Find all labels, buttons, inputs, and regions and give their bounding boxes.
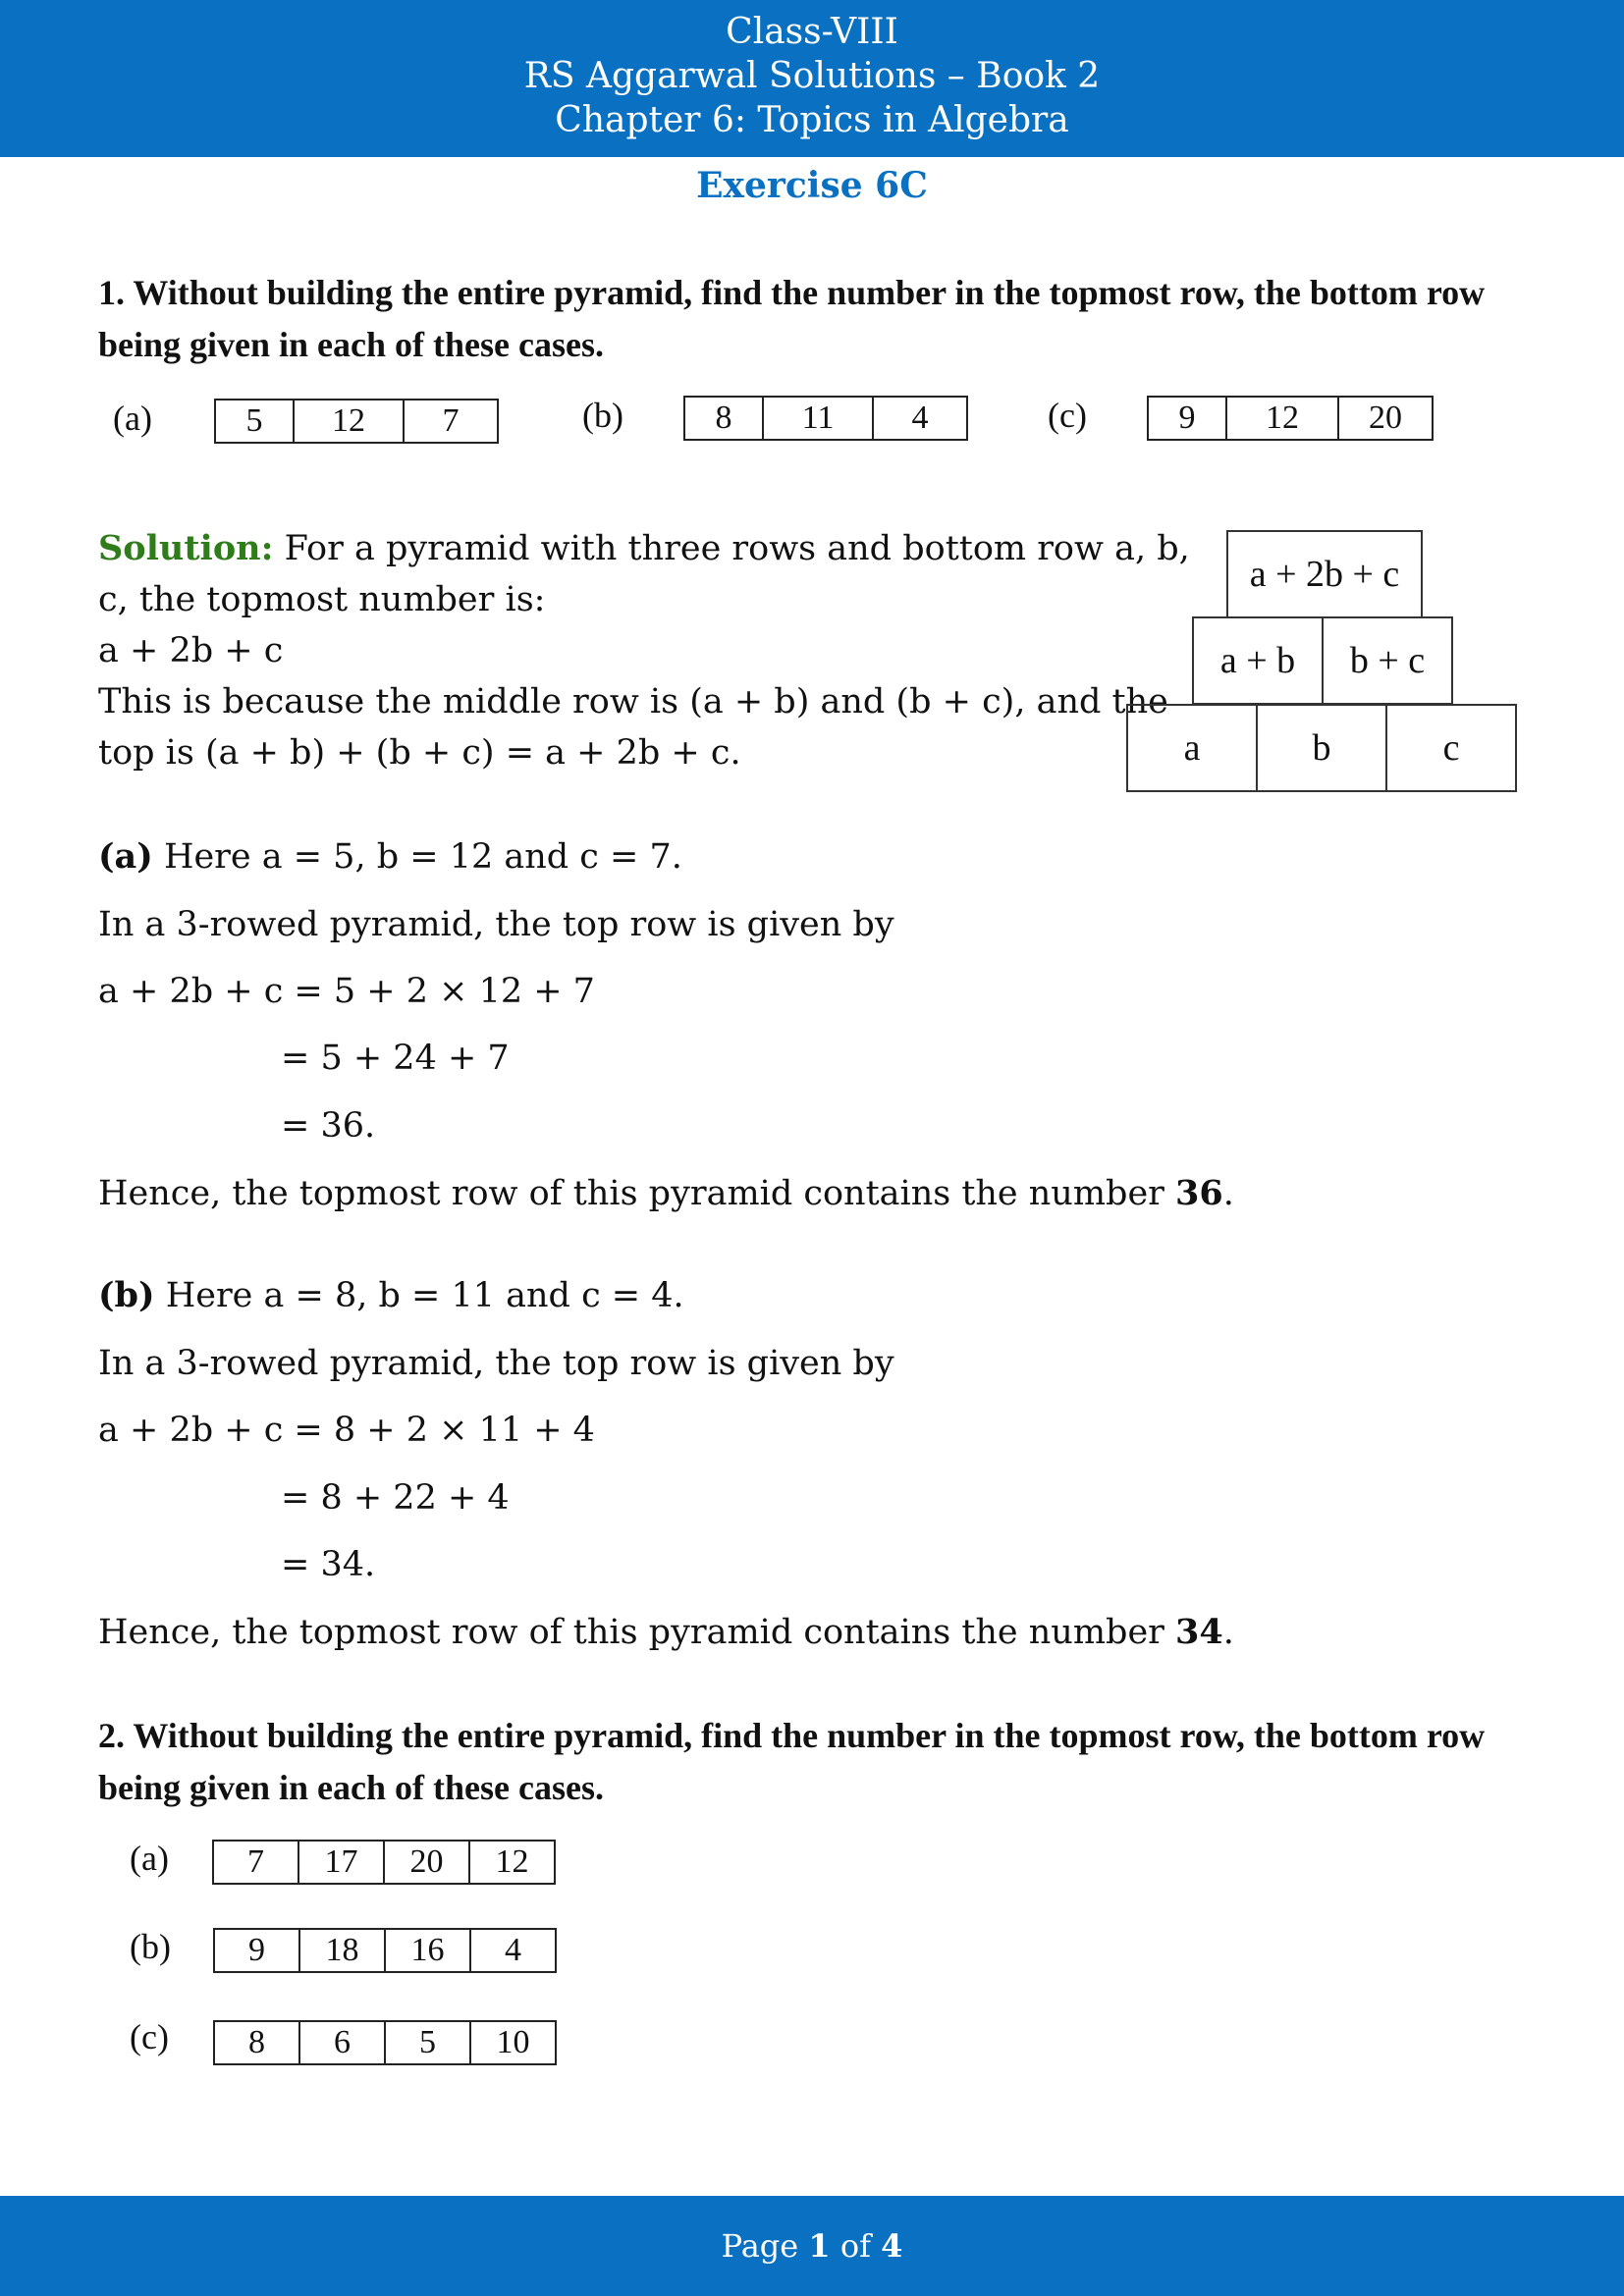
solution-line-5: top is (a + b) + (b + c) = a + 2b + c.: [98, 733, 741, 773]
part-b-label: (b): [98, 1275, 155, 1315]
book-title: RS Aggarwal Solutions – Book 2: [523, 56, 1101, 96]
q2-case-a-row: [212, 1840, 556, 1885]
part-b-answer: 34: [1175, 1612, 1223, 1652]
part-b-conclusion: [98, 1607, 1234, 1658]
solution-line-1: [98, 523, 1190, 574]
cell: 16: [386, 1930, 471, 1971]
q1-case-b-label: (b): [582, 396, 623, 435]
q1-case-c-row: [1147, 396, 1434, 441]
cell: 9: [215, 1930, 300, 1971]
page-footer: [0, 2196, 1624, 2296]
part-a-step-2: = 5 + 24 + 7: [281, 1039, 510, 1078]
q1-case-c-label: (c): [1048, 396, 1087, 435]
pyramid-bottom-b: b: [1256, 704, 1387, 792]
cell: 18: [300, 1930, 386, 1971]
part-a-step-1: a + 2b + c = 5 + 2 × 12 + 7: [98, 972, 595, 1011]
q2-case-b-label: (b): [130, 1927, 171, 1966]
cell: 5: [386, 2022, 471, 2063]
part-a-conclusion-text: Hence, the topmost row of this pyramid contains the number: [98, 1174, 1176, 1213]
q2-case-c-row: [213, 2020, 557, 2065]
part-a-label: (a): [98, 836, 153, 877]
part-b-given: [98, 1270, 684, 1321]
cell: 4: [505, 1932, 521, 1968]
part-a-step-3: = 36.: [281, 1106, 376, 1146]
cell: 12: [1227, 398, 1339, 439]
question-2: 2. Without building the entire pyramid, find the number in the topmost row, the bottom row being given in each of these cases.: [98, 1716, 1486, 1807]
part-a-intro: In a 3-rowed pyramid, the top row is given by: [98, 905, 894, 944]
period: .: [1222, 1174, 1234, 1213]
exercise-title: Exercise 6C: [696, 165, 928, 206]
class-label: Class-VIII: [726, 12, 898, 52]
solution-line-4: This is because the middle row is (a + b) and (b + c), and the: [98, 682, 1168, 721]
page-header: [0, 0, 1624, 157]
cell: 10: [496, 2024, 530, 2060]
part-a-given-text: Here a = 5, b = 12 and c = 7.: [152, 837, 682, 877]
cell: 12: [295, 400, 405, 442]
q1-case-b-row: [683, 396, 968, 441]
page-prefix: Page: [721, 2227, 809, 2265]
pyramid-bottom-c: c: [1385, 704, 1517, 792]
cell: 7: [214, 1842, 299, 1883]
question-1: 1. Without building the entire pyramid, find the number in the topmost row, the bottom row being given in each of these cases.: [98, 273, 1486, 364]
cell: 20: [1369, 400, 1402, 436]
page-of: of: [830, 2227, 882, 2265]
total-pages: 4: [881, 2227, 903, 2265]
part-a-given: [98, 831, 682, 882]
pyramid-middle-left: a + b: [1192, 616, 1324, 705]
part-a-answer: 36: [1175, 1173, 1223, 1213]
cell: 4: [911, 400, 929, 436]
pyramid-top: a + 2b + c: [1226, 530, 1423, 618]
solution-heading: Solution:: [98, 528, 274, 568]
chapter-title: Chapter 6: Topics in Algebra: [555, 100, 1069, 140]
period: .: [1222, 1613, 1234, 1652]
cell: 12: [495, 1843, 529, 1880]
part-b-step-1: a + 2b + c = 8 + 2 × 11 + 4: [98, 1411, 595, 1450]
q1-case-a-row: [214, 399, 499, 444]
cell: 8: [685, 398, 764, 439]
q2-case-b-row: [213, 1928, 557, 1973]
cell: 8: [215, 2022, 300, 2063]
solution-formula: a + 2b + c: [98, 631, 284, 670]
q1-case-a-label: (a): [113, 399, 152, 438]
part-b-intro: In a 3-rowed pyramid, the top row is given by: [98, 1344, 894, 1383]
cell: 7: [442, 402, 460, 439]
pyramid-middle-right: b + c: [1322, 616, 1453, 705]
pyramid-bottom-a: a: [1126, 704, 1258, 792]
q2-case-c-label: (c): [130, 2017, 169, 2056]
part-b-step-3: = 34.: [281, 1545, 376, 1584]
cell: 6: [300, 2022, 386, 2063]
q2-case-a-label: (a): [130, 1839, 169, 1878]
cell: 20: [385, 1842, 470, 1883]
solution-text: For a pyramid with three rows and bottom row a, b,: [273, 529, 1190, 568]
cell: 11: [764, 398, 874, 439]
cell: 17: [299, 1842, 385, 1883]
cell: 5: [216, 400, 295, 442]
current-page: 1: [808, 2227, 831, 2265]
solution-line-2: c, the topmost number is:: [98, 580, 546, 619]
part-b-given-text: Here a = 8, b = 11 and c = 4.: [154, 1276, 684, 1315]
part-b-step-2: = 8 + 22 + 4: [281, 1478, 510, 1518]
part-b-conclusion-text: Hence, the topmost row of this pyramid contains the number: [98, 1613, 1176, 1652]
cell: 9: [1149, 398, 1227, 439]
part-a-conclusion: [98, 1168, 1234, 1219]
